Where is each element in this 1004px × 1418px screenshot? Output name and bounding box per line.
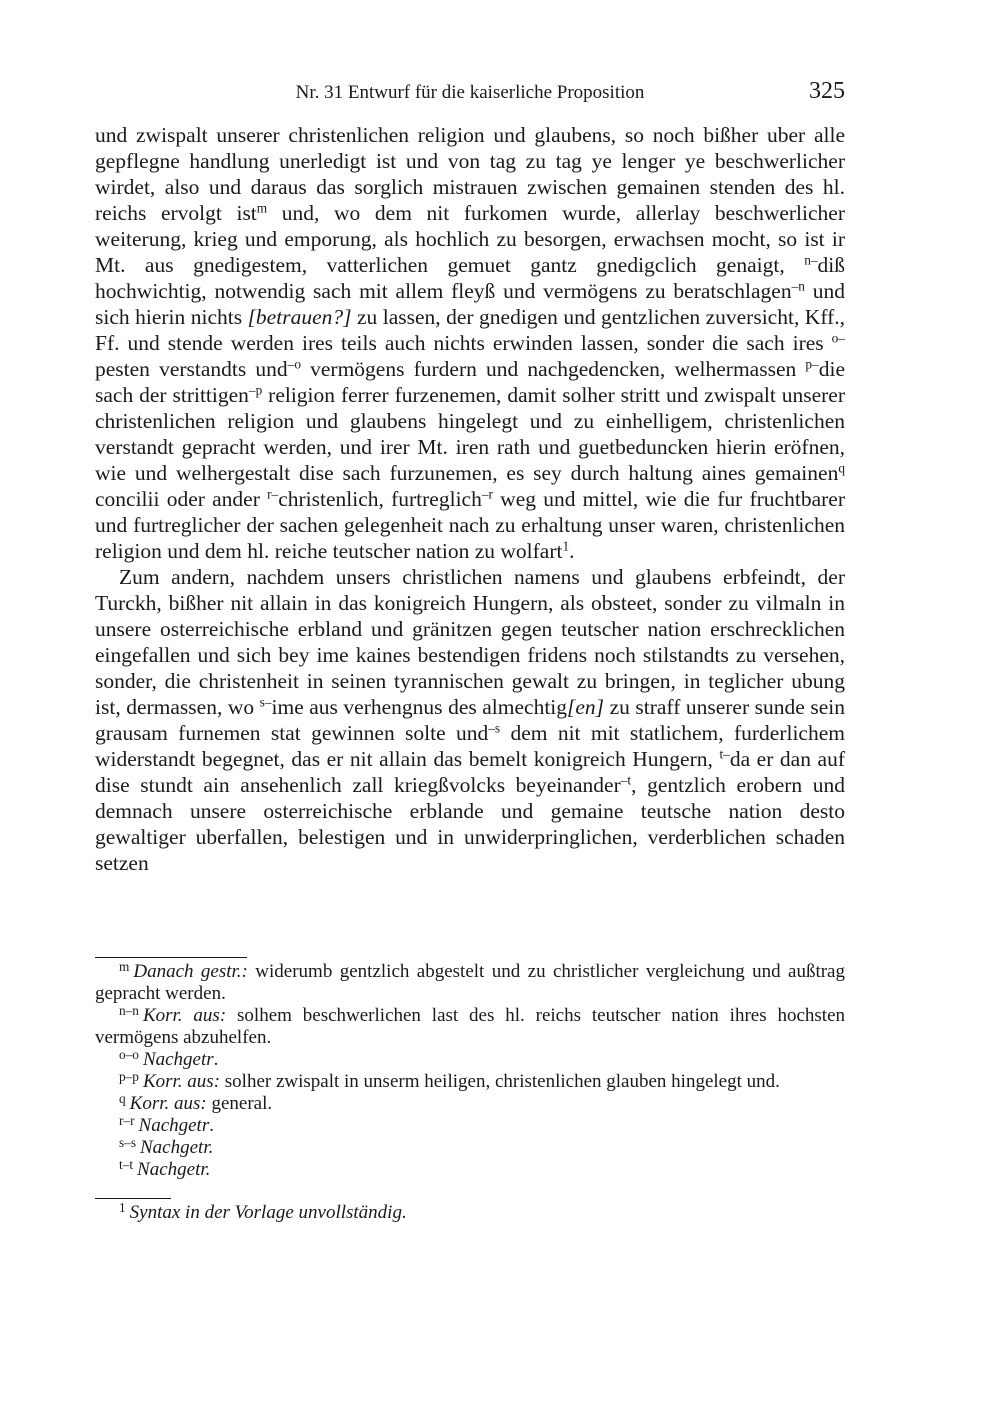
apparatus-rule xyxy=(95,957,247,958)
paragraph-1 xyxy=(95,122,845,564)
paragraph-2 xyxy=(95,564,845,876)
apparatus-marker: –r xyxy=(481,486,493,502)
editorial-insertion: [en] xyxy=(567,695,605,719)
text-run: dem nit mit statlichem, furderlichem widerstandt begegnet, das er nit allain das bemelt konigreich Hungern, xyxy=(95,721,845,771)
apparatus-note: $^{t-t}$ Nachgetr. xyxy=(119,1157,211,1180)
footnote-marker[interactable]: 1 xyxy=(562,538,570,554)
text-run: religion ferrer furzenemen, damit solher stritt und zwispalt unserer christenlichen religion und glaubens hingelegt und zu einhelligem, christenlichen verstandt gepracht werden, und irer Mt. iren rath und guetbeduncken hierin eröfnen, wie und welhergestalt dise sach furzunemen, es sey durch haltung aines gemainen xyxy=(95,383,845,485)
apparatus-marker: n– xyxy=(804,252,818,268)
text-run: Zum andern, nachdem unsers christlichen namens und glaubens erbfeindt, der Turckh, bißher nit allain in das konigreich Hungern, als obsteet, sonder zu vilmaln in unsere osterreichische erbland und gränitzen gegen teutscher nation erschrecklichen eingefallen und sich bey ime kaines bestendigen fridens noch stilstandts zu versehen, sonder, die christenheit in seinen tyrannischen gewalt zu bringen, in teglicher ubung ist, dermassen, wo xyxy=(95,565,845,719)
text-run: und zwispalt unserer christenlichen religion und glaubens, so noch bißher uber alle gepflegne handlung unerledigt ist und von tag zu tag ye lenger ye beschwerlicher wirdet, also und daraus das sorglich mistrauen zwischen gemainen stenden des hl. reichs ervolgt ist xyxy=(95,123,845,225)
text-run: vermögens furdern und nachgedencken, welhermassen xyxy=(300,357,806,381)
apparatus-note: $^q$ Korr. aus: general. xyxy=(119,1091,273,1114)
text-run: und, wo dem nit furkomen wurde, allerlay beschwerlicher weiterung, krieg und emporung, als hochlich zu besorgen, erwachsen mocht, so ist ir Mt. aus gnedigestem, vatterlichen gemuet gantz gnedigclich genaigt, xyxy=(95,201,845,277)
text-run: weg und mittel, wie die fur fruchtbarer und furtreglicher der sachen gelegenheit nach zu erhaltung unser waren, christenlichen religion und dem hl. reiche teutscher nation zu wolfart xyxy=(95,487,845,563)
footnote-rule xyxy=(95,1198,171,1199)
text-run: pesten verstandts und xyxy=(95,357,288,381)
text-run: concilii oder ander xyxy=(95,487,268,511)
running-header xyxy=(95,80,845,106)
apparatus-note: $^{s-s}$ Nachgetr. xyxy=(119,1135,214,1158)
apparatus-marker: –s xyxy=(488,720,501,736)
footnote xyxy=(95,1202,845,1224)
apparatus-note: $^{o-o}$ Nachgetr. xyxy=(119,1047,219,1070)
apparatus-marker: –p xyxy=(248,382,263,398)
apparatus-note: $^{n-n}$ Korr. aus: solhem beschwerlichen last des hl. reichs teutscher nation ihres hochsten vermögens abzuhelfen. xyxy=(95,1003,846,1048)
text-run: diß hochwichtig, notwendig sach mit allem fleyß und vermögens zu beratschlagen xyxy=(95,253,845,303)
text-run: . xyxy=(569,539,575,563)
page-number: 325 xyxy=(809,78,845,104)
text-run: christenlich, furtreglich xyxy=(278,487,482,511)
apparatus-marker: p– xyxy=(805,356,819,372)
apparatus-note: $^{p-p}$ Korr. aus: solher zwispalt in unserm heiligen, christenlichen glauben hingelegt und. xyxy=(119,1069,780,1092)
apparatus-marker: –t xyxy=(620,772,632,788)
apparatus-marker: r– xyxy=(267,486,279,502)
text-run: , gentzlich erobern und demnach unsere osterreichische erblande und gemaine teutsche nation desto gewaltiger uberfallen, belestigen und in unwiderpringlichen, verderblichen schaden setzen xyxy=(95,773,846,875)
apparatus-notes xyxy=(95,961,845,1181)
text-run: zu straff unserer sunde sein grausam furnemen stat gewinnen solte und xyxy=(95,695,845,745)
apparatus-marker: t– xyxy=(719,746,730,762)
text-run: da er dan auf dise stundt ain ansehenlich zall kriegßvolcks beyeinander xyxy=(95,747,845,797)
apparatus-marker: –o xyxy=(287,356,301,372)
editorial-insertion: [betrauen?] xyxy=(247,305,352,329)
apparatus-marker: m xyxy=(256,200,268,216)
footnote-text: Syntax in der Vorlage unvollständig. xyxy=(129,1202,407,1223)
footnotes xyxy=(95,1202,845,1224)
footnote-number: 1 xyxy=(119,1200,126,1216)
apparatus-marker: –n xyxy=(791,278,805,294)
text-run: die sach der strittigen xyxy=(95,357,845,407)
text-run: ime aus verhengnus des almechtig xyxy=(271,695,568,719)
running-title: Nr. 31 Entwurf für die kaiserliche Proposition xyxy=(295,82,645,103)
main-text xyxy=(95,122,845,876)
apparatus-marker: o– xyxy=(831,330,845,346)
text-run: zu lassen, der gnedigen und gentzlichen zuversicht, Kff., Ff. und stende werden ires teils auch nichts erwinden lassen, sonder die sach ires xyxy=(95,305,846,355)
text-run: und sich hierin nichts xyxy=(95,279,845,329)
apparatus-note: $^{r-r}$ Nachgetr. xyxy=(119,1113,214,1136)
apparatus-marker: q xyxy=(838,460,845,476)
critical-apparatus xyxy=(95,957,845,1224)
apparatus-marker: s– xyxy=(259,694,272,710)
apparatus-note: $^m$ Danach gestr.: widerumb gentzlich abgestelt und zu christlicher vergleichung und außtrag gepracht werden. xyxy=(95,959,845,1004)
